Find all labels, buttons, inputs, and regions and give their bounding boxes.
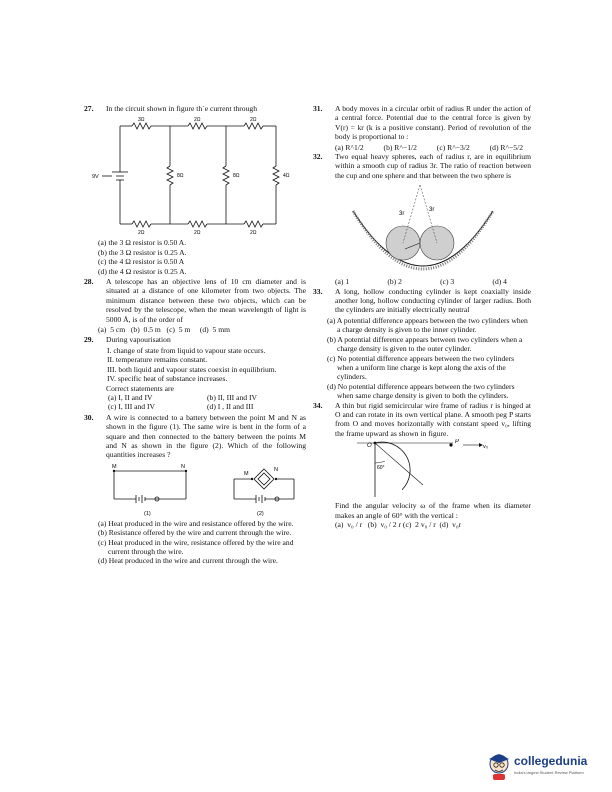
option[interactable]: (a) R^1/2	[335, 142, 364, 152]
question-text: A thin but rigid semicircular wire frame of radius r is hinged at O and can rotate in its own vertical plane. A smooth peg P starts from O and moves horizontally with constant speed v₀, lifting the frame upward as shown in figure.	[335, 400, 531, 438]
velocity-label: v₀	[483, 444, 489, 451]
option[interactable]: (d) No potential difference appears between the two cylinders when same charge density is given to both the cylinders.	[327, 381, 515, 401]
left-column	[84, 104, 306, 566]
point-label: N	[181, 463, 185, 470]
semicircle-frame-diagram	[313, 439, 531, 501]
right-column	[313, 104, 531, 529]
question-33	[313, 287, 531, 315]
figure-caption: (2)	[257, 510, 264, 517]
question-32	[313, 152, 531, 180]
question-number: 32.	[313, 152, 323, 162]
question-text: Two equal heavy spheres, each of radius r, are in equilibrium within a smooth cup of radius 3r. The ratio of reaction between the cup and one sphere and that between the two sphere is	[335, 152, 531, 180]
question-text: A long, hollow conducting cylinder is kept coaxially inside another long, hollow conducting cylinder of larger radius. Both the cylinders are initially electrically neutral	[335, 286, 531, 315]
statement: IV. specific heat of substance increases.	[107, 374, 228, 384]
point-label: N	[274, 466, 278, 473]
statement-list	[84, 346, 306, 384]
brand-name: collegedunia	[514, 754, 588, 768]
point-label: O	[367, 443, 372, 450]
brand-tagline: India's largest Student Review Platform	[514, 770, 584, 775]
option[interactable]: (c) Heat produced in the wire, resistance offered by the wire and current through the wire.	[98, 537, 294, 556]
angle-label: 60°	[377, 465, 385, 472]
question-text: In the circuit shown in figure th`e current through	[106, 104, 257, 113]
resistor-label: 8Ω	[233, 173, 240, 180]
question-30	[84, 413, 306, 460]
option[interactable]: (d) I , II and III	[207, 402, 254, 412]
question-number: 30.	[84, 412, 94, 422]
question-31	[313, 104, 531, 142]
option[interactable]: (d) the 4 Ω resistor is 0.25 A.	[98, 266, 187, 276]
question-number: 34.	[313, 400, 323, 410]
option[interactable]: (d) 4	[492, 277, 507, 287]
options-list	[84, 393, 306, 412]
question-number: 29.	[84, 335, 94, 345]
question-text: A wire is connected to a battery between the point M and N as shown in the figure (1). The same wire is bent in the form of a square and then connected to the battery between the points M and N as shown in the figure (2). Which of the following quantities increases ?	[106, 412, 306, 460]
resistor-label: 8Ω	[177, 173, 184, 180]
question-27	[84, 104, 306, 113]
option[interactable]: (c) I, III and IV	[108, 402, 156, 412]
resistor-label: 4Ω	[283, 173, 290, 180]
options-list	[84, 519, 306, 566]
brand-logo	[484, 750, 608, 786]
figure-caption: (1)	[144, 510, 151, 517]
resistor-label: 2Ω	[194, 230, 201, 237]
question-28	[84, 277, 306, 324]
option[interactable]: (a) 1	[335, 277, 350, 287]
spheres-in-cup-diagram	[313, 181, 531, 277]
option[interactable]: (b) the 3 Ω resistor is 0.25 A.	[98, 247, 187, 257]
statement: III. both liquid and vapour states coexist in equilibrium.	[107, 364, 277, 374]
lead-text: Correct statements are	[106, 383, 174, 393]
option-row[interactable]: (a) v₀ / r (b) v₀ / 2 r (c) 2 v₀ / r (d) v₀r	[335, 519, 462, 529]
option[interactable]: (b) Resistance offered by the wire and current through the wire.	[98, 528, 292, 538]
option[interactable]: (b) R^−1/2	[383, 142, 417, 152]
question-29	[84, 335, 306, 344]
resistor-label: 2Ω	[138, 230, 145, 237]
point-label: M	[244, 470, 249, 477]
radius-label: 3r	[429, 207, 435, 214]
option[interactable]: (a) I, II and IV	[108, 392, 153, 402]
option[interactable]: (a) the 3 Ω resistor is 0.50 A.	[98, 238, 187, 248]
question-text: During vapourisation	[106, 335, 171, 345]
option[interactable]: (c) R^−3/2	[436, 142, 470, 152]
option[interactable]: (a) A potential difference appears between the two cylinders when a charge density is given to the inner cylinder.	[327, 315, 528, 335]
mascot-icon	[486, 752, 512, 782]
statement: II. temperature remains constant.	[107, 355, 208, 365]
options-list	[84, 238, 306, 276]
option[interactable]: (b) A potential difference appears between two cylinders when a charge density is given to the outer cylinder.	[327, 334, 523, 354]
resistor-label: 2Ω	[250, 117, 257, 124]
resistor-label: 2Ω	[250, 230, 257, 237]
option[interactable]: (b) II, III and IV	[207, 392, 257, 402]
question-text-continued: Find the angular velocity ω of the frame when its diameter makes an angle of 60° with the vertical :	[335, 501, 531, 520]
option[interactable]: (a) Heat produced in the wire and resistance offered by the wire.	[98, 518, 294, 528]
options-list	[313, 316, 531, 401]
question-text: A telescope has an objective lens of 10 cm diameter and is situated at a distance of one kilometer from two objects. The minimum distance between these two objects, which can be resolved by the telescope, when the mean wavelength of light is 5000 Å, is of the order of	[106, 277, 306, 324]
question-text: A body moves in a circular orbit of radius R under the action of a central force. Potential due to the central force is given by V(r) = kr (k is a positive constant). Period of revolution of the body is proportional to :	[335, 104, 531, 142]
question-number: 28.	[84, 277, 94, 287]
radius-label: 3r	[399, 211, 405, 218]
wire-figures	[84, 461, 306, 519]
option[interactable]: (d) Heat produced in the wire and current through the wire.	[98, 556, 278, 566]
option[interactable]: (d) R^−5/2	[489, 142, 523, 152]
point-label: M	[112, 463, 117, 470]
options-list	[313, 143, 531, 152]
question-34	[313, 401, 531, 439]
option-row[interactable]: (a) 5 cm (b) 0.5 m (c) 5 m (d) 5 mm	[98, 325, 231, 335]
resistor-label: 2Ω	[194, 117, 201, 124]
question-number: 33.	[313, 286, 323, 296]
battery-label: 9V	[92, 174, 99, 181]
question-number: 27.	[84, 104, 94, 113]
option[interactable]: (c) No potential difference appears between the two cylinders when a uniform line charge is kept along the axis of the cylinders.	[327, 353, 515, 382]
circuit-diagram	[84, 114, 306, 236]
statement: I. change of state from liquid to vapour state occurs.	[107, 345, 266, 355]
question-number: 31.	[313, 104, 323, 113]
point-label: P	[455, 439, 460, 446]
options-list	[313, 277, 531, 286]
option[interactable]: (c) the 4 Ω resistor is 0.50 A	[98, 257, 185, 267]
resistor-label: 3Ω	[138, 117, 145, 124]
option[interactable]: (c) 3	[440, 277, 455, 287]
option[interactable]: (b) 2	[387, 277, 402, 287]
